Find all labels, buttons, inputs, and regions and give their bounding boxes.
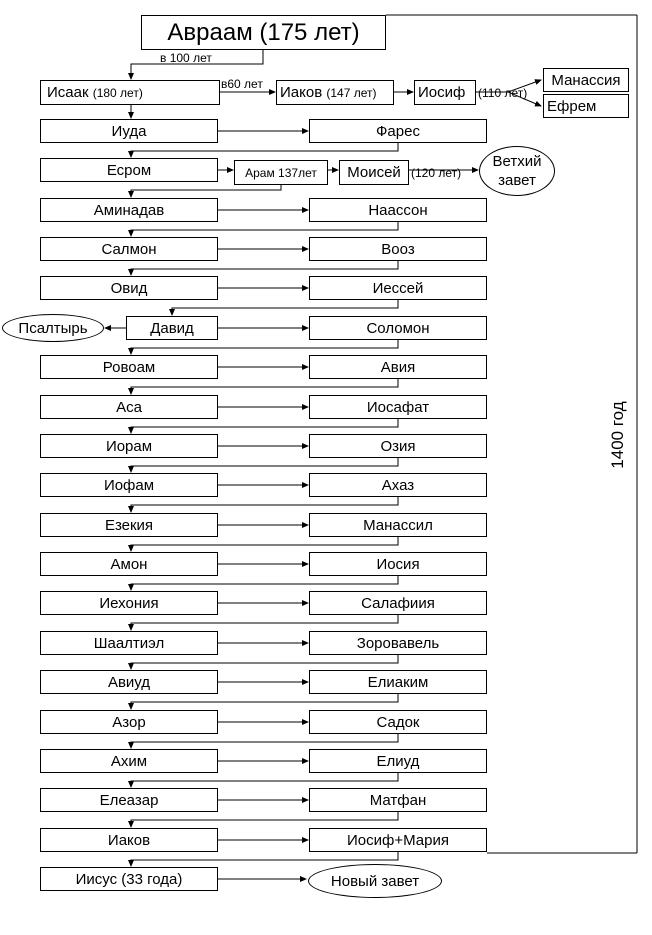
old-testament-label: Ветхий завет [492,153,542,189]
psalter-label: Псалтырь [18,319,88,337]
new-testament-oval [308,864,442,898]
right-name-box [309,119,487,143]
right-name: Иосафат [366,398,430,416]
left-name-box [126,316,218,340]
left-name-box [40,395,218,419]
right-name: Зоровавель [356,634,440,652]
right-name-box [309,513,487,537]
aram-box [234,160,328,185]
left-name-box [40,591,218,615]
left-name: Елеазар [99,791,159,809]
left-name: Ровоам [102,358,156,376]
right-name: Иосия [376,555,420,573]
left-name: Есром [106,161,152,179]
aram-label: Арам 137лет [245,165,317,180]
at-60-label: в60 лет [221,77,263,91]
left-name-box [40,198,218,222]
left-name: Салмон [101,240,157,258]
ephraim-box [543,94,629,118]
right-name-box [309,788,487,812]
abraham-label: Авраам (175 лет) [167,18,360,46]
right-name-box [309,631,487,655]
right-name: Авия [380,358,416,376]
psalter-oval [2,314,104,342]
left-name-box [40,119,218,143]
connector-line [131,734,398,748]
manasseh-box [543,68,629,92]
right-name-box [309,710,487,734]
left-name-box [40,552,218,576]
left-name: Азор [112,713,146,731]
connector-line [131,694,398,709]
connector-line [131,419,398,433]
right-name: Салафиия [361,594,435,612]
old-testament-oval [479,146,555,196]
left-name-box [40,749,218,773]
right-name: Ахаз [381,476,415,494]
new-testament-label: Новый завет [330,872,420,890]
right-name: Елиуд [376,752,420,770]
right-name: Елиаким [367,673,429,691]
right-name: Манассил [363,516,433,534]
right-name-box [309,276,487,300]
joseph-age: (110 лет) [478,86,528,100]
moses-box [339,160,409,185]
right-name: Соломон [366,319,430,337]
right-name: Фарес [376,122,420,140]
connector-line [131,340,398,354]
left-name-box [40,631,218,655]
left-name: Езекия [104,516,154,534]
left-name: Шаалтиэл [93,634,165,652]
right-name: Матфан [369,791,427,809]
right-name: Вооз [381,240,415,258]
left-name: Иаков [107,831,151,849]
joseph-box [414,80,476,105]
left-name: Иехония [99,594,159,612]
left-name-box [40,710,218,734]
connector-line [131,773,398,787]
right-name: Иосиф+Мария [347,831,449,849]
left-name-box [40,355,218,379]
connector-line [131,576,398,590]
right-name-box [309,198,487,222]
ephraim-label: Ефрем [547,97,597,115]
connector-line [131,379,398,394]
timespan-label: 1400 год [608,401,627,469]
left-name-box [40,828,218,852]
right-name-box [309,473,487,497]
left-name-box [40,237,218,261]
right-name-box [309,591,487,615]
jacob-age: (147 лет) [326,85,377,100]
left-name-box [40,276,218,300]
left-name-box [40,434,218,458]
left-name: Авиуд [107,673,151,691]
connector-line [131,458,398,472]
connector-line [131,537,398,551]
right-name-box [309,395,487,419]
connector-line [131,222,398,236]
left-name-box [40,670,218,694]
right-name: Садок [376,713,420,731]
right-name-box [309,670,487,694]
left-name-box [40,473,218,497]
manasseh-label: Манассия [551,71,621,89]
left-name: Амон [110,555,148,573]
left-name-box [40,867,218,891]
left-name: Иисус (33 года) [75,870,183,888]
right-name-box [309,434,487,458]
left-name: Ахим [110,752,148,770]
right-name-box [309,828,487,852]
abraham-box [141,15,386,50]
joseph-name: Иосиф [418,84,466,101]
jacob-name: Иаков [280,84,323,101]
moses-age: (120 лет) [411,166,462,180]
jacob-box [276,80,394,105]
right-name-box [309,316,487,340]
connector-line [131,497,398,512]
connector-line [131,615,398,630]
left-name: Аминадав [93,201,165,219]
left-name-box [40,513,218,537]
moses-label: Моисей [347,164,401,181]
left-name-box [40,158,218,182]
connector-line [131,812,398,827]
right-name-box [309,237,487,261]
right-name: Озия [380,437,416,455]
connector-line [131,143,398,157]
connector-line [131,261,398,275]
right-name: Иессей [372,279,424,297]
right-name-box [309,355,487,379]
left-name: Овид [110,279,148,297]
isaac-age: (180 лет) [92,85,143,100]
left-name: Иуда [111,122,147,140]
right-name: Наассон [368,201,428,219]
right-name-box [309,552,487,576]
left-name: Давид [150,319,194,337]
left-name: Иофам [103,476,155,494]
isaac-box [40,80,220,105]
isaac-name: Исаак [47,84,89,101]
right-name-box [309,749,487,773]
connector-line [172,300,398,315]
at-100-label: в 100 лет [160,51,212,65]
left-name: Иорам [105,437,153,455]
left-name: Аса [116,398,142,416]
connector-line [131,655,398,669]
left-name-box [40,788,218,812]
